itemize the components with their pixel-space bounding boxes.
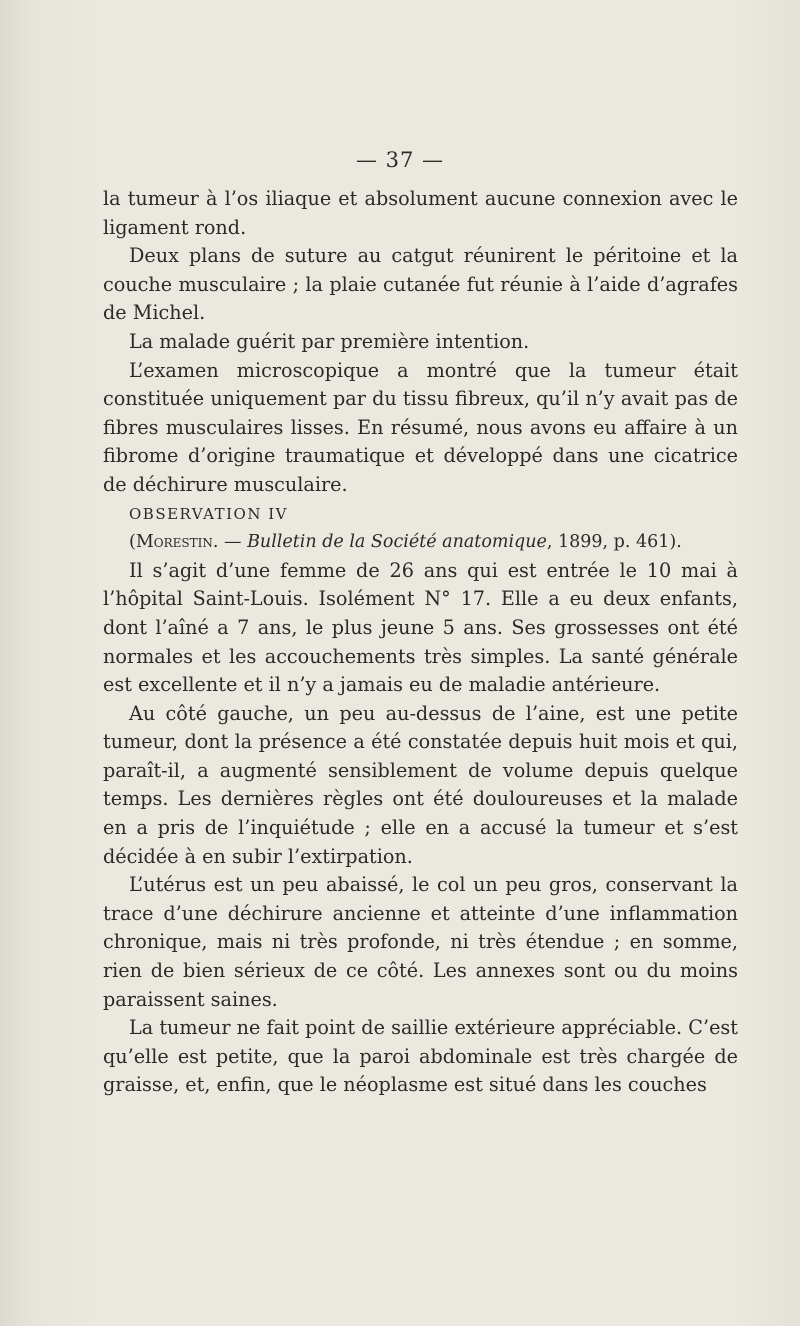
citation-author: Morestin.: [135, 532, 219, 553]
paragraph: Deux plans de suture au catgut réunirent le péritoine et la couche musculaire ; la plaie cutanée fut réunie à l’aide d’agrafes de Michel.: [103, 244, 738, 325]
paragraph: Il s’agit d’une femme de 26 ans qui est entrée le 10 mai à l’hôpital Saint-Louis. Isolément N° 17. Elle a eu deux enfants, dont l’aîné a 7 ans, le plus jeune 5 ans. Ses grossesses ont été normales et les accouchements très simples. La santé générale est excellente et il n’y a jamais eu de maladie antérieure.: [103, 558, 738, 697]
paragraph: Au côté gauche, un peu au-dessus de l’aine, est une petite tumeur, dont la présence a été constatée depuis huit mois et qui, paraît-il, a augmenté sensiblement de volume depuis quelque temps. Les dernières règles ont été douloureuses et la malade en a pris de l’inquiétude ; elle en a accusé la tumeur et s’est décidée à en subir l’extirpation.: [103, 701, 738, 868]
paragraph: la tumeur à l’os iliaque et absolument aucune connexion avec le ligament rond.: [103, 187, 738, 239]
body-text: [103, 185, 738, 1100]
observation-heading: OBSERVATION IV: [129, 504, 289, 523]
citation: [103, 528, 738, 557]
citation-journal: Bulletin de la Société anatomique: [247, 532, 547, 553]
citation-rest: , 1899, p. 461).: [546, 532, 682, 553]
paragraph: La malade guérit par première intention.: [129, 329, 530, 353]
paragraph: L’examen microscopique a montré que la tumeur était constituée uniquement par du tissu fibreux, qu’il n’y avait pas de fibres musculaires lisses. En résumé, nous avons eu affaire à un fibrome d’origine traumatique et développé dans une cicatrice de déchirure musculaire.: [103, 358, 738, 496]
citation-dash: —: [218, 532, 248, 553]
paragraph: L’utérus est un peu abaissé, le col un peu gros, conservant la trace d’une déchirure ancienne et atteinte d’une inflammation chronique, mais ni très profonde, ni très étendue ; en somme, rien de bien sérieux de ce côté. Les annexes sont ou du moins paraissent saines.: [103, 873, 738, 1011]
page-number: — 37 —: [355, 148, 445, 172]
citation-open: (: [129, 532, 136, 553]
paragraph: La tumeur ne fait point de saillie extérieure appréciable. C’est qu’elle est petite, que la paroi abdominale est très chargée de graisse, et, enfin, que le néoplasme est situé dans les couches: [103, 1016, 738, 1097]
